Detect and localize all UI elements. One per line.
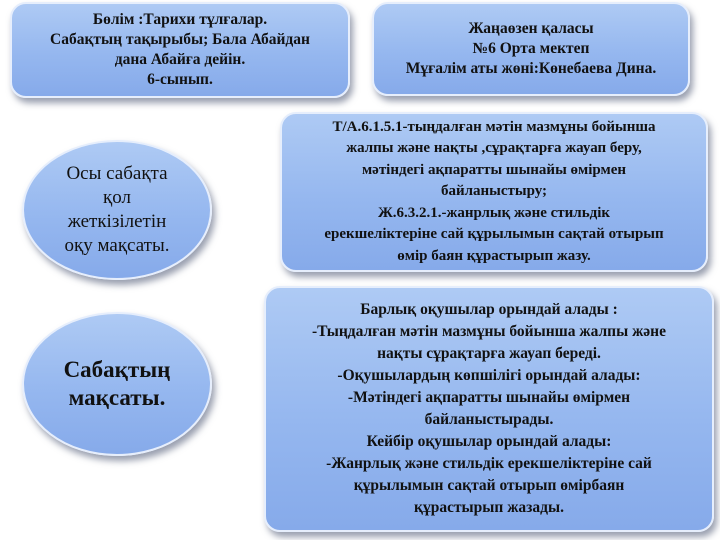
- objective-line: Т/А.6.1.5.1-тыңдалған мәтін мазмұны бойынша: [332, 118, 656, 135]
- result-line: -Оқушылардың көпшілігі орындай алады:: [337, 367, 641, 384]
- learning-objectives-label: [22, 140, 212, 280]
- objective-line: жалпы және нақты ,сұрақтарға жауап беру,: [346, 140, 642, 157]
- lesson-info-card: [10, 2, 350, 98]
- objective-line: мәтіндегі ақпаратты шынайы өмірмен: [361, 161, 627, 178]
- topic-line: Сабақтың тақырыбы; Бала Абайдан: [50, 31, 310, 48]
- objectives-label-line: оқу мақсаты.: [64, 235, 170, 256]
- objective-line: өмір баян құрастырып жазу.: [397, 247, 591, 264]
- goal-label-line: Сабақтың: [63, 357, 171, 382]
- result-line: Барлық оқушылар орындай алады :: [360, 301, 618, 318]
- teacher-line: Мұғалім аты жөні:Көнебаева Дина.: [405, 60, 657, 77]
- result-line: -Мәтіндегі ақпаратты шынайы өмірмен: [347, 389, 631, 406]
- objective-line: ерекшеліктеріне сай құрылымын сақтай отырып: [324, 226, 664, 243]
- objective-line: Ж.6.3.2.1.-жанрлық және стильдік: [377, 204, 611, 221]
- city-line: Жаңаөзен қаласы: [468, 20, 594, 37]
- result-line: Кейбір оқушылар орындай алады:: [366, 433, 612, 450]
- school-info-card: [372, 2, 690, 96]
- grade-line: 6-сынып.: [147, 71, 213, 88]
- objective-line: байланыстыру;: [440, 183, 548, 200]
- result-line: нақты сұрақтарға жауап береді.: [377, 345, 601, 362]
- result-line: құрылымын сақтай отырып өмірбаян: [353, 477, 625, 494]
- result-line: құрастырып жазады.: [414, 499, 564, 516]
- learning-objectives-card: [280, 112, 708, 272]
- section-line: Бөлім :Тарихи тұлғалар.: [92, 11, 268, 28]
- objectives-label-line: қол: [103, 187, 131, 208]
- expected-results-card: [264, 286, 714, 532]
- lesson-goal-label: [22, 312, 212, 456]
- topic-line-continued: дана Абайға дейін.: [114, 51, 246, 68]
- result-line: -Тыңдалған мәтін мазмұны бойынша жалпы және: [312, 323, 666, 340]
- objectives-label-line: жеткізілетін: [67, 211, 167, 232]
- school-line: №6 Орта мектеп: [472, 40, 590, 57]
- result-line: -Жанрлық және стильдік ерекшеліктеріне сай: [326, 455, 652, 472]
- goal-label-line: мақсаты.: [68, 385, 166, 410]
- result-line: байланыстырады.: [424, 411, 554, 428]
- objectives-label-line: Осы сабақта: [66, 163, 168, 184]
